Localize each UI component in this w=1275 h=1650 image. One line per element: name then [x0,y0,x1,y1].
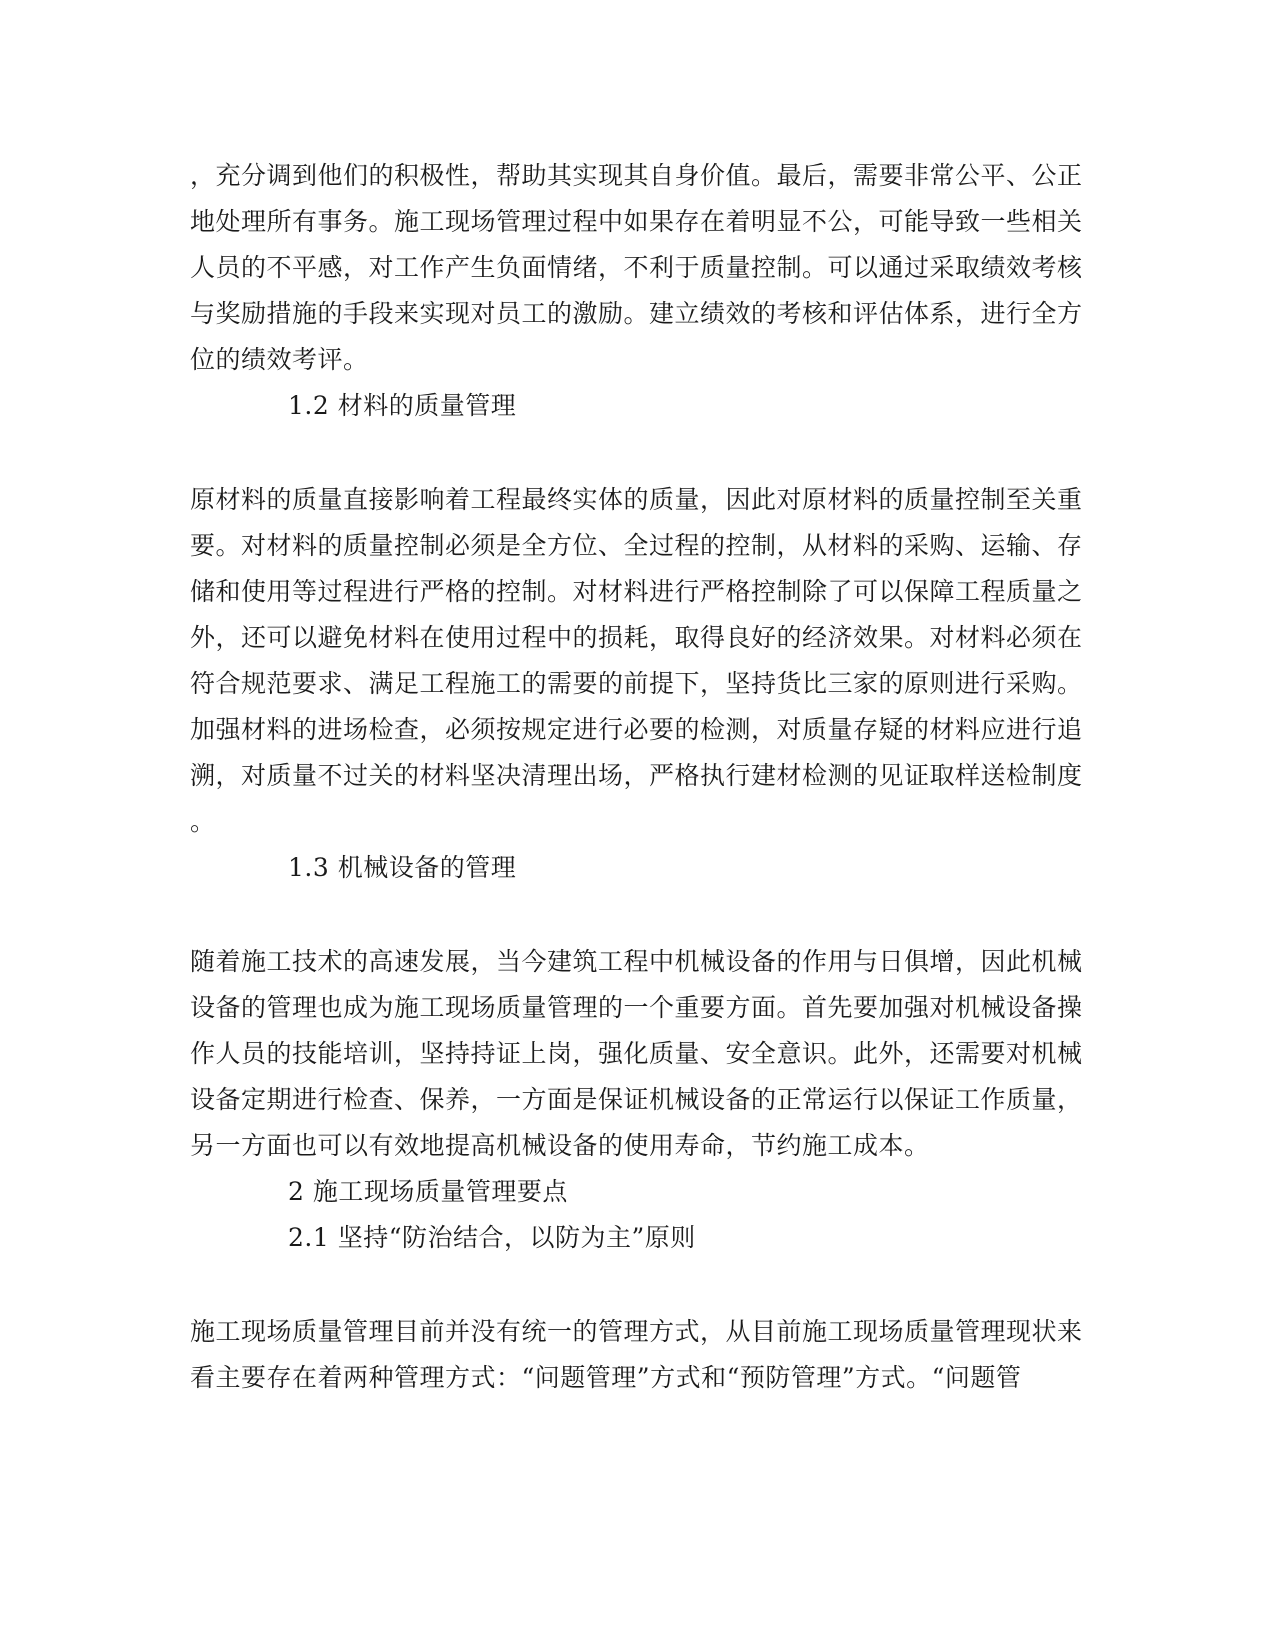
paragraph-line: 设备的管理也成为施工现场质量管理的一个重要方面。首先要加强对机械设备操 [190,993,1083,1022]
paragraph-line: ，充分调到他们的积极性，帮助其实现其自身价值。最后，需要非常公平、公正 [190,161,1083,190]
paragraph-line: 另一方面也可以有效地提高机械设备的使用寿命，节约施工成本。 [190,1131,930,1160]
paragraph-line: 地处理所有事务。施工现场管理过程中如果存在着明显不公，可能导致一些相关 [190,207,1083,236]
paragraph-line: 外，还可以避免材料在使用过程中的损耗，取得良好的经济效果。对材料必须在 [190,623,1083,652]
paragraph-line: 设备定期进行检查、保养，一方面是保证机械设备的正常运行以保证工作质量， [190,1085,1083,1114]
paragraph-line: 溯，对质量不过关的材料坚决清理出场，严格执行建材检测的见证取样送检制度 [190,761,1083,790]
paragraph-line: 储和使用等过程进行严格的控制。对材料进行严格控制除了可以保障工程质量之 [190,577,1083,606]
paragraph-line: 随着施工技术的高速发展，当今建筑工程中机械设备的作用与日俱增，因此机械 [190,947,1083,976]
paragraph-line: 符合规范要求、满足工程施工的需要的前提下，坚持货比三家的原则进行采购。 [190,669,1083,698]
paragraph-line: 位的绩效考评。 [190,345,369,374]
paragraph-line: 。 [190,807,216,836]
paragraph-line: 要。对材料的质量控制必须是全方位、全过程的控制，从材料的采购、运输、存 [190,531,1083,560]
paragraph-line: 原材料的质量直接影响着工程最终实体的质量，因此对原材料的质量控制至关重 [190,485,1083,514]
paragraph-line: 施工现场质量管理目前并没有统一的管理方式，从目前施工现场质量管理现状来 [190,1317,1083,1346]
paragraph-line: 看主要存在着两种管理方式：“问题管理”方式和“预防管理”方式。“问题管 [190,1363,1022,1392]
section-heading: 1.2 材料的质量管理 [288,391,517,420]
paragraph-line: 与奖励措施的手段来实现对员工的激励。建立绩效的考核和评估体系，进行全方 [190,299,1083,328]
paragraph-line: 作人员的技能培训，坚持持证上岗，强化质量、安全意识。此外，还需要对机械 [190,1039,1083,1068]
paragraph-line: 人员的不平感，对工作产生负面情绪，不利于质量控制。可以通过采取绩效考核 [190,253,1083,282]
subsection-heading: 2.1 坚持“防治结合，以防为主”原则 [288,1223,696,1252]
section-heading: 1.3 机械设备的管理 [288,853,517,882]
paragraph-line: 加强材料的进场检查，必须按规定进行必要的检测，对质量存疑的材料应进行追 [190,715,1083,744]
section-heading: 2 施工现场质量管理要点 [288,1177,568,1206]
